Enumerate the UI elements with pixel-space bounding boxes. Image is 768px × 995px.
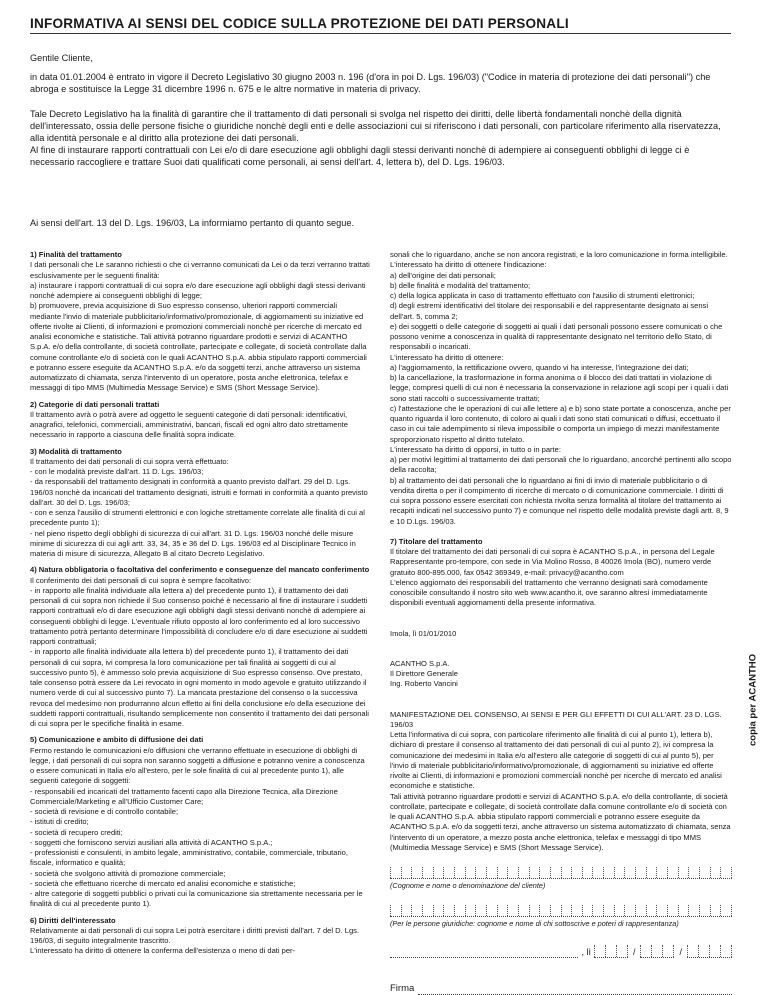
representative-field[interactable] xyxy=(390,905,732,929)
section-body: Il conferimento dei dati personali di cui sopra è sempre facoltativo: - in rapporto alle finalità individuate alla lettera a) del precedente punto 1), il trattamento dei dati personali di cui sopra non richiede il Suo consenso poiché è necessario al fine di instaurare i suddetti rapporti contrattuali e/o di dare esecuzione agli obblighi dagli stessi derivanti nonchè di adempiere ai conseguenti obblighi di legge. L'eventuale rifiuto opposto al loro conferimento ed al loro successivo trattamento potrà pertanto determinare l'impossibilità di concludere e/o di dare esecuzione ai suddetti rapporti contrattuali; - in rapporto alle finalità individuate alla lettera b) del precedente punto 1), il trattamento dei dati personali di cui sopra, ivi compresa la loro comunicazione per tali finalità ai soggetti di cui al successivo punto 5), è ammesso solo previa acquisizione di Suo espresso consenso. Ove prestato, tale consenso potrà essere da Lei revocato in ogni momento in modo agevole e gratuito utilizzando il numero verde di cui al successivo punto 7). La mancata prestazione del consenso o la successiva revoca del medesimo non produrranno alcun effetto ai fini della conclusione e/o della esecuzione dei suddetti rapporti contrattuali, risultando semplicemente non consentito il trattamento dei dati personali di cui sopra per le specifiche finalità in esame. xyxy=(30,575,369,728)
signature-block xyxy=(390,659,732,690)
representative-caption: (Per le persone giuridiche: cognome e nome di chi sottoscrive e poteri di rappresentanza) xyxy=(390,919,679,929)
letter-boxes[interactable] xyxy=(390,867,732,879)
consent-section xyxy=(390,710,732,854)
section-heading: 5) Comunicazione e ambito di diffusione dei dati xyxy=(30,735,204,745)
slash: / xyxy=(632,947,636,958)
section-heading: 3) Modalità di trattamento xyxy=(30,446,122,456)
section-heading: 4) Natura obbligatoria o facoltativa del conferimento e conseguenze del mancato conferimento xyxy=(30,565,370,575)
greeting: Gentile Cliente, xyxy=(30,53,93,63)
section-finalita xyxy=(30,250,370,394)
title-divider xyxy=(30,33,731,34)
li-label: , lì xyxy=(581,947,591,958)
intro-paragraph-1: in data 01.01.2004 è entrato in vigore il Decreto Legislativo 30 giugno 2003 n. 196 (d'ora in poi D. Lgs. 196/03) ("Codice in materia di protezione dei dati personali") che abroga e sostituisce la Legge 31 dicembre 1996 n. 675 e le altre normative in materia di privacy. xyxy=(30,72,711,95)
consent-body: Letta l'informativa di cui sopra, con particolare riferimento alle finalità di cui al punto 1), lettera b), dichiaro di prestare il consenso al trattamento dei dati personali di cui al punto 2), ivi compresa la comunicazione dei medesimi in Italia e/o all'estero alle categorie di soggetti di cui al punto 5), per l'invio di materiale pubblicitario/informativo/promozionale, di aggiornamenti su iniziative ed offerte rivolte ai Clienti, di informazioni e promozioni commerciali nonchè per ricerche di mercato ed analisi economiche e statistiche. Tali attività potranno riguardare prodotti e servizi di ACANTHO S.p.A. e/o della controllante, di società controllate, partecipate e collegate, di società controllate dalla comune controllante e/o di società con le quali ACANTHO S.p.A. abbia stipulato rapporti commerciali e potranno essere eseguite da ACANTHO S.p.A. e/o da soggetti terzi, anche attraverso un sistema automatizzato di chiamata, senza l'intervento di un operatore, a mezzo posta anche elettronica, telefax e messaggi di tipo MMS (Multimedia Message Service) e SMS (Short Message Service). xyxy=(390,730,731,852)
month-input[interactable] xyxy=(640,945,674,958)
section-body: Fermo restando le comunicazioni e/o diffusioni che verranno effettuate in esecuzione di obblighi di legge, i dati personali di cui sopra non saranno soggetti a diffusione e potranno venire a conoscenza o essere comunicati in Italia e/o all'estero, per le sole finalità di cui al precedente punto 1), alle seguenti categorie di soggetti: - responsabili ed incaricati del trattamento facenti capo alla Direzione Tecnica, alla Direzione Commerciale/Marketing e all'Ufficio Customer Care; - società di revisione e di controllo contabile; - istituti di credito; - società di recupero crediti; - soggetti che forniscono servizi ausiliari alla attività di ACANTHO S.p.A.; - professionisti e consulenti, in ambito legale, amministrativo, contabile, commerciale, tributario, fiscale, informatico e qualità; - società che svolgono attività di promozione commerciale; - società che effettuano ricerche di mercato ed analisi economiche e statistiche; - altre categorie di soggetti pubblici o privati cui la comunicazione sia strettamente necessaria per le finalità di cui al precedente punto 1). xyxy=(30,745,365,909)
day-input[interactable] xyxy=(594,945,628,958)
letter-boxes[interactable] xyxy=(390,905,732,917)
section-heading: 2) Categorie di dati personali trattati xyxy=(30,399,160,409)
place-input[interactable] xyxy=(390,947,578,958)
customer-name-caption: (Cognome e nome o denominazione del cliente) xyxy=(390,881,546,890)
firma-label: Firma xyxy=(390,983,415,995)
section-body: I dati personali che Le saranno richiesti o che ci verranno comunicati da Lei o da terzi verranno trattati esclusivamente per le seguenti finalità: a) instaurare i rapporti contrattuali di cui sopra e/o dare esecuzione agli obblighi dagli stessi derivanti nonchè adempiere ai conseguenti obblighi di legge; b) promuovere, previa acquisizione di Suo espresso consenso, ulteriori rapporti commerciali mediante l'invio di materiale pubblicitario/informativo/promozionale, di aggiornamenti su iniziative ed offerte rivolte ai Clienti, di informazioni e promozioni commerciali nonchè per ricerche di mercato ed analisi economiche e statistiche. Tali attività potranno riguardare prodotti e servizi di ACANTHO S.p.A. e/o della controllante, di società controllate, partecipate e collegate, di società controllate dalla comune controllante e/o di società con le quali ACANTHO S.p.A. abbia stipulato rapporti commerciali e potranno essere eseguite da ACANTHO S.p.A. e/o da soggetti terzi, anche attraverso un sistema automatizzato di chiamata, senza l'intervento di un operatore, posta anche elettronica, telefax e messaggi di tipo MMS (Multimedia Message Service) e SMS (Short Message Service). xyxy=(30,260,370,393)
section-body: Il trattamento avrà o potrà avere ad oggetto le seguenti categorie di dati personali: identificativi, anagrafici, telefonici, commerciali, amministrativi, bancari, fiscali ed ogni altro dato strettamente necessario in rapporto a ciascuna delle finalità sopra indicate. xyxy=(30,409,351,440)
copy-label: copia per ACANTHO xyxy=(747,653,759,747)
section-body: sonali che lo riguardano, anche se non ancora registrati, e la loro comunicazione in forma intelligibile. L'interessato ha diritto di ottenere l'indicazione: a) dell'origine dei dati personali; b) delle finalità e modalità del trattamento; c) della logica applicata in caso di trattamento effettuato con l'ausilio di strumenti elettronici; d) degli estremi identificativi del titolare dei responsabili e del rappresentante designato ai sensi dell'art. 5, comma 2; e) dei soggetti o delle categorie di soggetti ai quali i dati personali possono essere comunicati o che possono venirne a conoscenza in qualità di rappresentante designato nel territorio dello Stato, di responsabili o incaricati. L'interessato ha diritto di ottenere: a) l'aggiornamento, la rettificazione ovvero, quando vi ha interesse, l'integrazione dei dati; b) la cancellazione, la trasformazione in forma anonima o il blocco dei dati trattati in violazione di legge, compresi quelli di cui non è necessaria la conservazione in relazione agli scopi per i quali i dati sono stati raccolti o successivamente trattati; c) l'attestazione che le operazioni di cui alle lettere a) e b) sono state portate a conoscenza, anche per quanto riguarda il loro contenuto, di coloro ai quali i dati sono stati comunicati o diffusi, eccettuato il caso in cui tale adempimento si rileva impossibile o comporta un impiego di mezzi manifestamente sproporzionato rispetto al diritto tutelato. L'interessato ha diritto di opporsi, in tutto o in parte: a) per motivi legittimi al trattamento dei dati personali che lo riguardano, ancorché pertinenti allo scopo della raccolta; b) al trattamento dei dati personali che lo riguardano ai fini di invio di materiale pubblicitario o di vendita diretta o per il compimento di ricerche di mercato o di comunicazione commerciale. I diritti di cui sopra possono essere esercitati con richiesta rivolta senza formalità al titolare del trattamento ai recapiti indicati nel successivo punto 7) e comunque nel rispetto delle modalità previste dagli artt. 8, 9 e 10 D.Lgs. 196/03. xyxy=(390,250,732,526)
section-titolare xyxy=(390,537,732,609)
signature-name: Ing. Roberto Vancini xyxy=(390,679,458,689)
customer-name-field[interactable] xyxy=(390,867,732,891)
section-heading: 1) Finalità del trattamento xyxy=(30,250,122,259)
signature-company: ACANTHO S.p.A. xyxy=(390,658,450,668)
section-body: Il titolare del trattamento dei dati personali di cui sopra è ACANTHO S.p.A., in persona del Legale Rappresentante pro-tempore, con sede in Via Molino Rosso, 8 40026 Imola (BO), numero verde gratuito 800-895.000, fax 0542 369349, e-mail: privacy@acantho.com L'elenco aggiornato dei responsabili del trattamento che verranno designati sarà comodamente conoscibile consultando il nostro sito web www.acantho.it, ove saranno altresì immediatamente disponibili eventuali aggiornamenti della presente informativa. xyxy=(390,547,715,608)
section-comunicazione xyxy=(30,735,370,909)
section-heading: 6) Diritti dell'interessato xyxy=(30,915,116,925)
signature-field[interactable] xyxy=(390,984,732,995)
section-diritti xyxy=(30,916,370,957)
date-place: Imola, lì 01/01/2010 xyxy=(390,628,457,638)
side-label xyxy=(745,575,761,825)
section-diritti-continued xyxy=(390,250,732,527)
section-body: Il trattamento dei dati personali di cui sopra verrà effettuato: - con le modalità previste dall'art. 11 D. Lgs. 196/03; - da responsabili del trattamento designati in conformità a quanto previsto dall'art. 29 del D. Lgs. 196/03 nonchè da incaricati del trattamento designati, istruiti e formati in conformità a quanto previsto dall'art. 30 del D. Lgs. 196/03; - con e senza l'ausilio di strumenti elettronici e con logiche strettamente correlate alle finalità di cui al precedente punto 1); - nel pieno rispetto degli obblighi di sicurezza di cui all'art. 31 D. Lgs. 196/03 nonché delle misure minime di sicurezza di cui agli artt. 33, 34, 35 e 36 del D. Lgs. 196/03 ed al Disciplinare Tecnico in materia di misure di sicurezza, Allegato B al citato Decreto Legislativo. xyxy=(30,456,368,558)
section-body: Relativamente ai dati personali di cui sopra Lei potrà esercitare i diritti previsti dall'art. 7 del D. Lgs. 196/03, di seguito integralmente trascritto. L'interessato ha diritto di ottenere la conferma dell'esistenza o meno di dati per- xyxy=(30,925,360,956)
signature-role: Il Direttore Generale xyxy=(390,669,458,678)
section-heading: 7) Titolare del trattamento xyxy=(390,536,483,546)
intro-paragraph-2: Tale Decreto Legislativo ha la finalità di garantire che il trattamento di dati personali si svolga nel rispetto dei diritti, delle libertà fondamentali nonchè della dignità dell'interessato, ossia delle persone fisiche o giuridiche nonchè degli enti e delle associazioni cui si riferiscono i dati personali, con particolare riferimento alla riservatezza, alla identità personale e al diritto alla protezione dei dati personali. xyxy=(30,109,721,143)
consent-heading: MANIFESTAZIONE DEL CONSENSO, AI SENSI E PER GLI EFFETTI DI CUI ALL'ART. 23 D. LGS. 196/03 xyxy=(390,709,722,729)
section-modalita xyxy=(30,447,370,560)
place-date-field[interactable] xyxy=(390,944,732,958)
signature-input[interactable] xyxy=(418,984,732,995)
intro-paragraph-4: Ai sensi dell'art. 13 del D. Lgs. 196/03, La informiamo pertanto di quanto segue. xyxy=(30,218,355,228)
section-natura xyxy=(30,565,370,729)
left-column xyxy=(30,250,370,963)
intro-paragraph-3: Al fine di instaurare rapporti contrattuali con Lei e/o di dare esecuzione agli obblighi dagli stessi derivanti nonchè di adempiere ai conseguenti obblighi di legge ci è necessario raccogliere e trattare Suoi dati qualificati come personali, ai sensi dell'art. 4, lettera b), del D. Lgs. 196/03. xyxy=(30,145,690,167)
year-input[interactable] xyxy=(687,945,732,958)
right-column xyxy=(390,250,732,995)
section-categorie xyxy=(30,400,370,441)
document-title: INFORMATIVA AI SENSI DEL CODICE SULLA PROTEZIONE DEI DATI PERSONALI xyxy=(30,16,569,31)
slash: / xyxy=(679,947,682,958)
